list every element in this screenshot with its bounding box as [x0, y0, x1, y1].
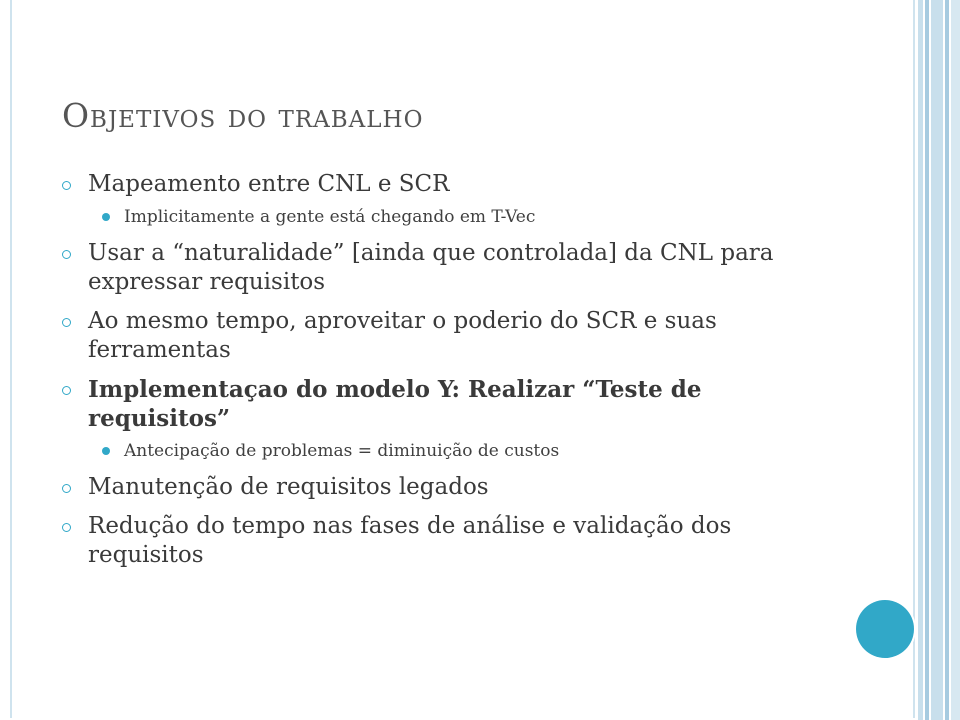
decor-stripe: [951, 0, 960, 720]
bullet-text: Ao mesmo tempo, aproveitar o poderio do SCR e suas ferramentas: [88, 308, 717, 363]
decor-stripe: [945, 0, 949, 720]
ring-bullet-icon: [62, 250, 71, 259]
bullet-item: [60, 512, 800, 570]
bullet-item: [60, 239, 800, 297]
decor-circle: [856, 600, 914, 658]
bullet-item: [60, 307, 800, 365]
sub-bullet-text: Antecipação de problemas = diminuição de custos: [124, 441, 560, 461]
bullet-text: Usar a “naturalidade” [ainda que controlada] da CNL para expressar requisitos: [88, 240, 774, 295]
ring-bullet-icon: [62, 484, 71, 493]
dot-bullet-icon: [102, 447, 110, 455]
decor-stripe: [931, 0, 943, 720]
ring-bullet-icon: [62, 386, 71, 395]
bullet-item: [60, 473, 800, 502]
sub-bullet-text: Implicitamente a gente está chegando em T-Vec: [124, 207, 536, 227]
bullet-item: [60, 375, 800, 433]
sub-bullet-item: [60, 205, 800, 229]
slide-title: Objetivos do trabalho: [62, 96, 424, 135]
ring-bullet-icon: [62, 318, 71, 327]
ring-bullet-icon: [62, 181, 71, 190]
bullet-list: [60, 170, 800, 580]
bullet-text: Redução do tempo nas fases de análise e validação dos requisitos: [88, 513, 732, 568]
bullet-text: Mapeamento entre CNL e SCR: [88, 171, 450, 197]
bullet-text: Manutenção de requisitos legados: [88, 474, 489, 500]
bullet-item: [60, 170, 800, 199]
sub-bullet-item: [60, 439, 800, 463]
decor-stripe: [925, 0, 929, 720]
dot-bullet-icon: [102, 213, 110, 221]
bullet-text: Implementaçao do modelo Y: Realizar “Teste de requisitos”: [88, 376, 702, 432]
ring-bullet-icon: [62, 523, 71, 532]
decor-stripe: [918, 0, 923, 720]
